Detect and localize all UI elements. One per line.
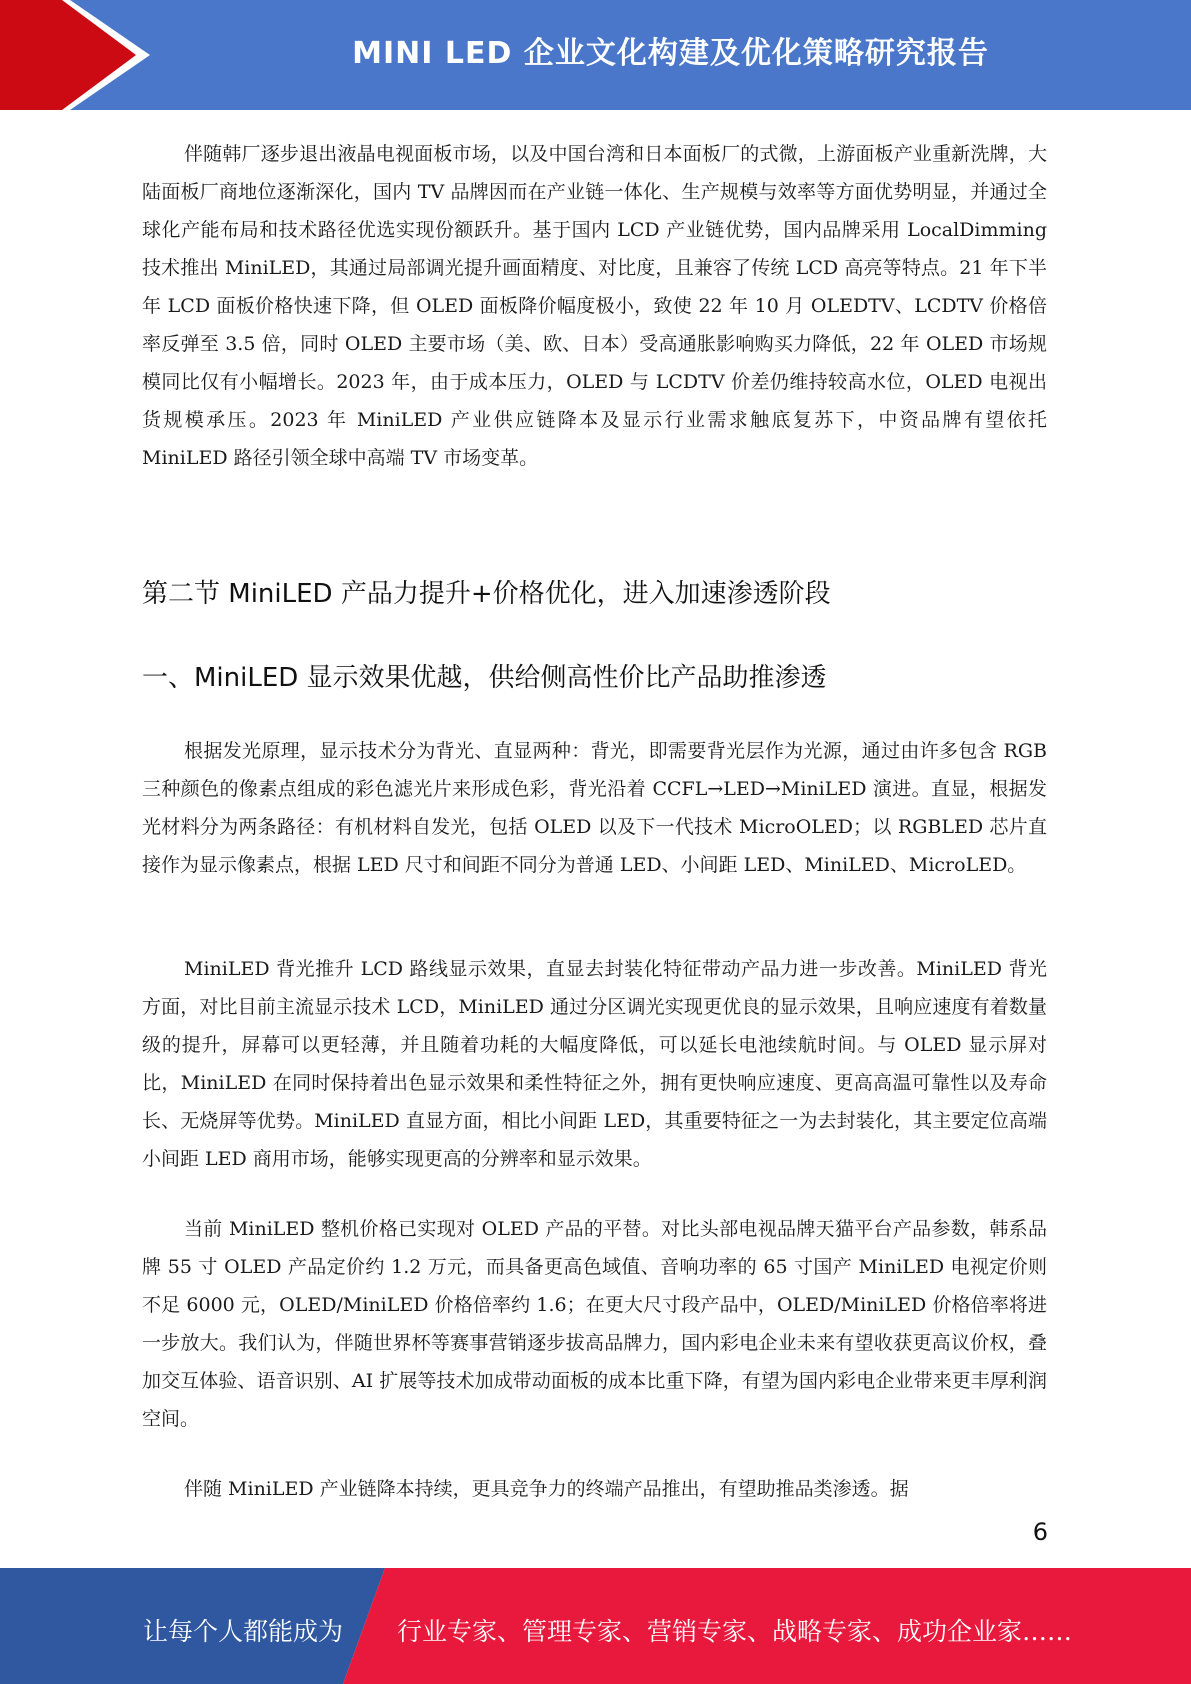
subsection-heading: 一、MiniLED 显示效果优越，供给侧高性价比产品助推渗透 [142, 663, 827, 693]
paragraph-intro: 伴随韩厂逐步退出液晶电视面板市场，以及中国台湾和日本面板厂的式微，上游面板产业重新洗牌，大陆面板厂商地位逐渐深化，国内 TV 品牌因而在产业链一体化、生产规模与效率等方面优势明显，并通过全球化产能布局和技术路径优选实现份额跃升。基于国内 LCD 产业链优势，国内品牌采用 LocalDimming 技术推出 MiniLED，其通过局部调光提升画面精度、对比度，且兼容了传统 LCD 高亮等特点。21 年下半年 LCD 面板价格快速下降，但 OLED 面板降价幅度极小，致使 22 年 10 月 OLEDTV、LCDTV 价格倍率反弹至 3.5 倍，同时 OLED 主要市场（美、欧、日本）受高通胀影响购买力降低，22 年 OLED 市场规模同比仅有小幅增长。2023 年，由于成本压力，OLED 与 LCDTV 价差仍维持较高水位，OLED 电视出货规模承压。2023 年 MiniLED 产业供应链降本及显示行业需求触底复苏下，中资品牌有望依托 MiniLED 路径引领全球中高端 TV 市场变革。 [142, 143, 1047, 469]
footer-slogan-left: 让每个人都能成为 [143, 1617, 344, 1646]
section-heading: 第二节 MiniLED 产品力提升+价格优化，进入加速渗透阶段 [142, 579, 831, 609]
paragraph-penetration: 伴随 MiniLED 产业链降本持续，更具竞争力的终端产品推出，有望助推品类渗透。据 [184, 1478, 909, 1500]
header-arrow-icon [0, 0, 150, 110]
paragraph-miniled-advantages: MiniLED 背光推升 LCD 路线显示效果，直显去封装化特征带动产品力进一步改善。MiniLED 背光方面，对比目前主流显示技术 LCD，MiniLED 通过分区调光实现更优良的显示效果，且响应速度有着数量级的提升，屏幕可以更轻薄，并且随着功耗的大幅度降低，可以延长电池续航时间。与 OLED 显示屏对比，MiniLED 在同时保持着出色显示效果和柔性特征之外，拥有更快响应速度、更高高温可靠性以及寿命长、无烧屏等优势。MiniLED 直显方面，相比小间距 LED，其重要特征之一为去封装化，其主要定位高端小间距 LED 商用市场，能够实现更高的分辨率和显示效果。 [142, 958, 1047, 1170]
page-number: 6 [1032, 1518, 1048, 1546]
report-title: MINI LED 企业文化构建及优化策略研究报告 [352, 36, 989, 71]
page-header [0, 0, 1191, 110]
footer-slogan-right: 行业专家、管理专家、营销专家、战略专家、成功企业家…… [397, 1617, 1073, 1646]
paragraph-pricing: 当前 MiniLED 整机价格已实现对 OLED 产品的平替。对比头部电视品牌天猫平台产品参数，韩系品牌 55 寸 OLED 产品定价约 1.2 万元，而具备更高色域值、音响功率的 65 寸国产 MiniLED 电视定价则不足 6000 元，OLED/MiniLED 价格倍率约 1.6；在更大尺寸段产品中，OLED/MiniLED 价格倍率将进一步放大。我们认为，伴随世界杯等赛事营销逐步拔高品牌力，国内彩电企业未来有望收获更高议价权，叠加交互体验、语音识别、AI 扩展等技术加成带动面板的成本比重下降，有望为国内彩电企业带来更丰厚利润空间。 [142, 1218, 1047, 1430]
paragraph-display-tech: 根据发光原理，显示技术分为背光、直显两种：背光，即需要背光层作为光源，通过由许多包含 RGB 三种颜色的像素点组成的彩色滤光片来形成色彩，背光沿着 CCFL→LED→MiniLED 演进。直显，根据发光材料分为两条路径：有机材料自发光，包括 OLED 以及下一代技术 MicroOLED；以 RGBLED 芯片直接作为显示像素点，根据 LED 尺寸和间距不同分为普通 LED、小间距 LED、MiniLED、MicroLED。 [142, 740, 1047, 876]
